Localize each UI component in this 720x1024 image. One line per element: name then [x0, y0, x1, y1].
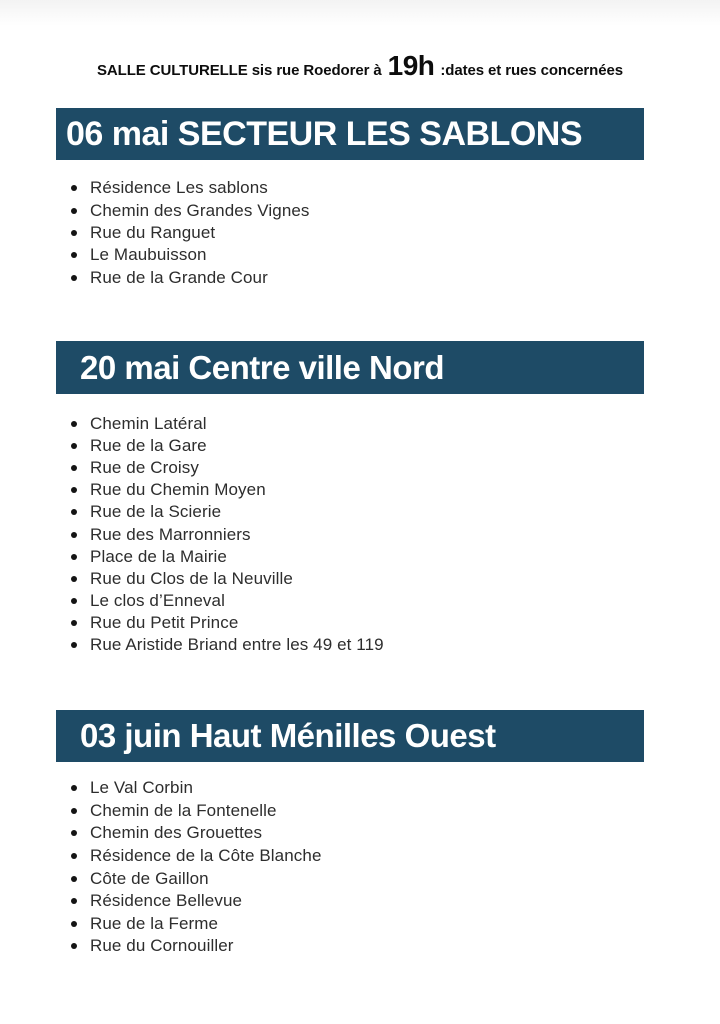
street-name: Place de la Mairie [90, 546, 227, 566]
bullet-icon [71, 620, 77, 626]
street-name: Rue de la Grande Cour [90, 267, 268, 287]
bullet-icon [71, 421, 77, 427]
street-name: Le Maubuisson [90, 245, 207, 265]
street-name: Rue du Cornouiller [90, 936, 234, 956]
bullet-icon [71, 230, 77, 236]
bullet-icon [71, 185, 77, 191]
section-banner-label: 20 mai Centre ville Nord [80, 348, 444, 386]
street-name: Rue des Marronniers [90, 524, 251, 544]
street-list-20-mai [71, 413, 384, 656]
list-item [71, 479, 384, 501]
top-edge-shade [0, 0, 720, 26]
street-name: Rue de la Scierie [90, 502, 222, 522]
bullet-icon [71, 598, 77, 604]
bullet-icon [71, 853, 77, 859]
street-name: Côte de Gaillon [90, 868, 209, 888]
list-item [71, 935, 322, 958]
street-name: Le clos d’Enneval [90, 590, 225, 610]
street-name: Rue du Clos de la Neuville [90, 568, 293, 588]
bullet-icon [71, 898, 77, 904]
section-banner-03-juin [56, 710, 644, 762]
section-banner-06-mai [56, 108, 644, 160]
street-name: Rue de la Ferme [90, 913, 219, 933]
bullet-icon [71, 808, 77, 814]
bullet-icon [71, 642, 77, 648]
street-name: Rue Aristide Briand entre les 49 et 119 [90, 634, 384, 654]
bullet-icon [71, 830, 77, 836]
bullet-icon [71, 509, 77, 515]
bullet-icon [71, 921, 77, 927]
street-name: Rue du Chemin Moyen [90, 480, 266, 500]
list-item [71, 890, 322, 913]
bullet-icon [71, 785, 77, 791]
street-name: Chemin des Grandes Vignes [90, 200, 310, 220]
list-item [71, 913, 322, 936]
section-banner-label: 06 mai SECTEUR LES SABLONS [66, 114, 583, 153]
event-info-prefix: SALLE CULTURELLE sis rue Roedorer à [97, 62, 382, 79]
list-item [71, 435, 384, 457]
list-item [71, 523, 384, 545]
bullet-icon [71, 554, 77, 560]
bullet-icon [71, 876, 77, 882]
list-item [71, 501, 384, 523]
street-name: Chemin de la Fontenelle [90, 800, 277, 820]
street-list-06-mai [71, 177, 310, 289]
list-item [71, 800, 322, 823]
list-item [71, 267, 310, 289]
street-name: Rue du Ranguet [90, 222, 216, 242]
list-item [71, 568, 384, 590]
street-name: Résidence Les sablons [90, 178, 268, 198]
event-info-line [0, 50, 720, 82]
street-name: Rue de Croisy [90, 458, 200, 478]
list-item [71, 546, 384, 568]
section-banner-20-mai [56, 341, 644, 394]
list-item [71, 867, 322, 890]
list-item [71, 222, 310, 244]
street-name: Résidence Bellevue [90, 891, 243, 911]
list-item [71, 777, 322, 800]
bullet-icon [71, 252, 77, 258]
street-name: Résidence de la Côte Blanche [90, 846, 322, 866]
list-item [71, 845, 322, 868]
bullet-icon [71, 532, 77, 538]
bullet-icon [71, 443, 77, 449]
bullet-icon [71, 465, 77, 471]
street-list-03-juin [71, 777, 322, 958]
list-item [71, 822, 322, 845]
list-item [71, 634, 384, 656]
event-time: 19h [387, 50, 435, 81]
street-name: Rue de la Gare [90, 436, 207, 456]
list-item [71, 244, 310, 266]
bullet-icon [71, 487, 77, 493]
list-item [71, 457, 384, 479]
bullet-icon [71, 275, 77, 281]
bullet-icon [71, 943, 77, 949]
bullet-icon [71, 576, 77, 582]
street-name: Chemin Latéral [90, 414, 207, 434]
event-info-suffix: :dates et rues concernées [440, 62, 623, 79]
street-name: Chemin des Grouettes [90, 823, 263, 843]
street-name: Le Val Corbin [90, 778, 194, 798]
list-item [71, 199, 310, 221]
bullet-icon [71, 208, 77, 214]
list-item [71, 413, 384, 435]
street-name: Rue du Petit Prince [90, 612, 239, 632]
list-item [71, 590, 384, 612]
section-banner-label: 03 juin Haut Ménilles Ouest [80, 717, 496, 754]
list-item [71, 177, 310, 199]
list-item [71, 612, 384, 634]
